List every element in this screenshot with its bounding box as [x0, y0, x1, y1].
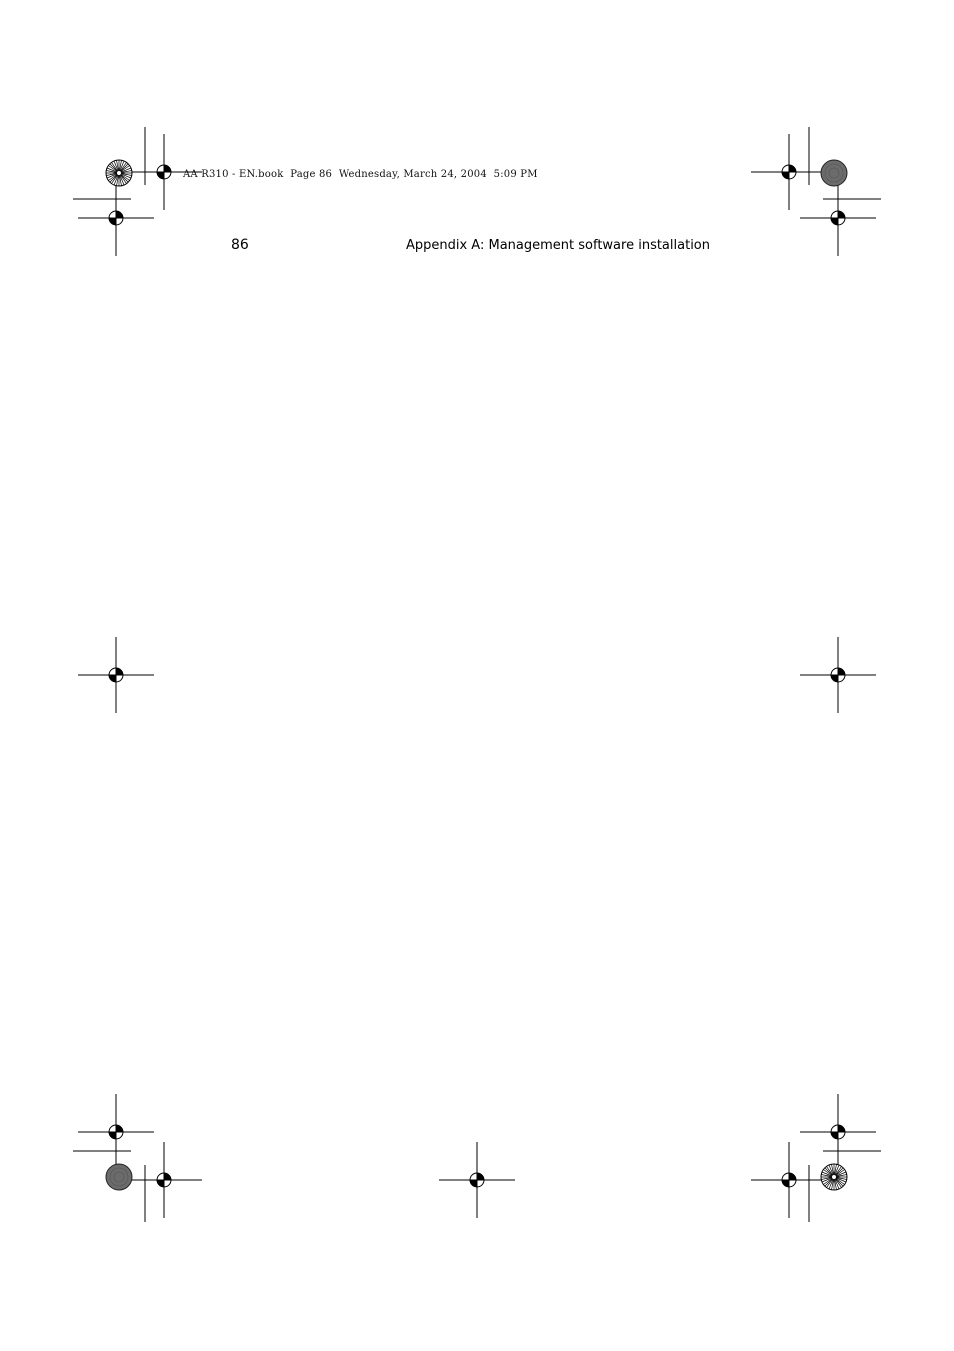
registration-mark-icon	[751, 1142, 827, 1218]
registration-mark-icon	[78, 1094, 154, 1170]
gray-target-icon	[106, 1164, 132, 1190]
star-target-icon	[821, 1164, 847, 1190]
registration-mark-icon	[126, 1142, 202, 1218]
gray-target-icon	[821, 160, 847, 186]
crop-lines	[73, 127, 881, 1222]
page-number: 86	[231, 237, 249, 253]
registration-mark-icon	[126, 134, 202, 210]
registration-mark-icon	[439, 1142, 515, 1218]
print-slug-line: AA R310 - EN.book Page 86 Wednesday, March 24, 2004 5:09 PM	[183, 169, 538, 180]
registration-mark-icon	[800, 637, 876, 713]
star-target-icon	[106, 160, 132, 186]
registration-mark-icon	[800, 180, 876, 256]
registration-mark-icon	[800, 1094, 876, 1170]
running-head: Appendix A: Management software installation	[405, 238, 710, 253]
registration-mark-icon	[78, 180, 154, 256]
registration-mark-icon	[751, 134, 827, 210]
registration-mark-icon	[78, 637, 154, 713]
